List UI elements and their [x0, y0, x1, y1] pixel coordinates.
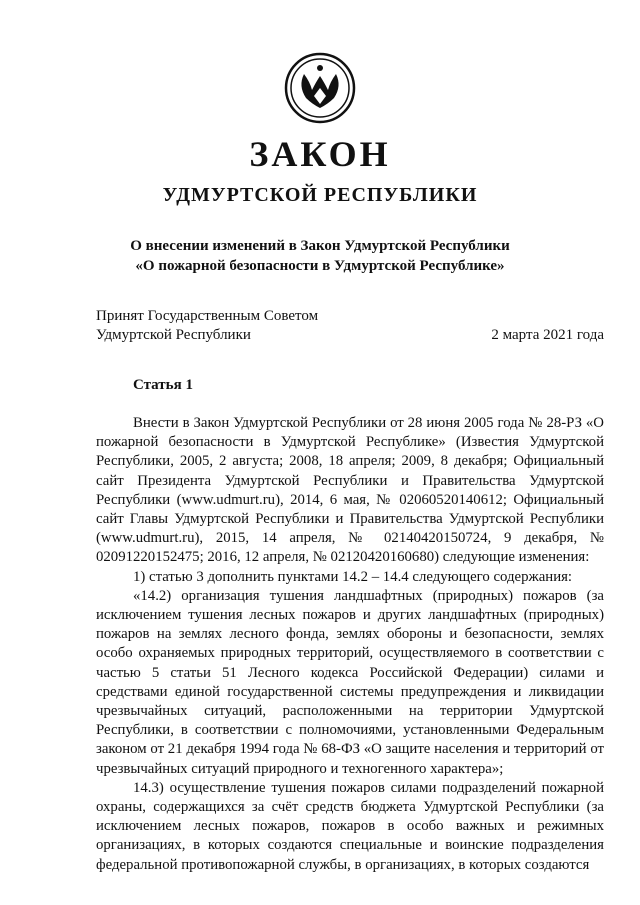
paragraph: 1) статью 3 дополнить пунктами 14.2 – 14.4 следующего содержания: — [133, 568, 573, 585]
law-title — [0, 236, 640, 276]
article-heading: Статья 1 — [133, 377, 193, 393]
paragraph: 14.3) осуществление тушения пожаров силами подразделений пожарной охраны, содержащихся за счёт средств бюджета Удмуртской Республики (за исключением лесных пожаров, пожаров в особо важных и режимных организациях, в которых создаются специальные и воинские подразделения федеральной противопожарной службы, в организациях, в которых создаются — [96, 779, 604, 873]
law-title-line-1: О внесении изменений в Закон Удмуртской Республики — [130, 238, 510, 254]
document-subtitle: УДМУРТСКОЙ РЕСПУБЛИКИ — [162, 184, 478, 206]
adoption-date: 2 марта 2021 года — [491, 327, 604, 343]
adoption-line-2: Удмуртской Республики — [96, 327, 251, 343]
paragraph: Внести в Закон Удмуртской Республики от 28 июня 2005 года № 28-РЗ «О пожарной безопасности в Удмуртской Республике» (Известия Удмуртской Республики, 2005, 2 августа; 2008, 18 апреля; 2009, 8 декабря; Официальный сайт Президента Удмуртской Республики и Правительства Удмуртской Республики (www.udmurt.ru), 2014, 6 мая, № 02060520140612; Официальный сайт Главы Удмуртской Республики и Правительства Удмуртской Республики (www.udmurt.ru), 2015, 14 апреля, № 02140420150724, 9 декабря, № 02091220152475; 2016, 12 апреля, № 02120420160680) следующие изменения: — [96, 415, 604, 566]
adoption-block — [96, 307, 604, 345]
document-title: ЗАКОН — [249, 134, 391, 174]
adoption-line-1: Принят Государственным Советом — [96, 308, 319, 324]
article-body — [96, 414, 604, 875]
coat-of-arms-icon — [284, 52, 356, 124]
paragraph: «14.2) организация тушения ландшафтных (природных) пожаров (за исключением тушения лесных пожаров и других ландшафтных (природных) пожаров на землях лесного фонда, землях обороны и безопасности, землях особо охраняемых природных территорий, осуществляемого в соответствии с частью 5 статьи 51 Лесного кодекса Российской Федерации) силами и средствами единой государственной системы предупреждения и ликвидации чрезвычайных ситуаций, расположенными на территории Удмуртской Республики, в соответствии с полномочиями, установленными Федеральным законом от 21 декабря 1994 года № 68-ФЗ «О защите населения и территорий от чрезвычайных ситуаций природного и техногенного характера»; — [96, 587, 604, 777]
law-title-line-2: «О пожарной безопасности в Удмуртской Республике» — [135, 258, 505, 274]
